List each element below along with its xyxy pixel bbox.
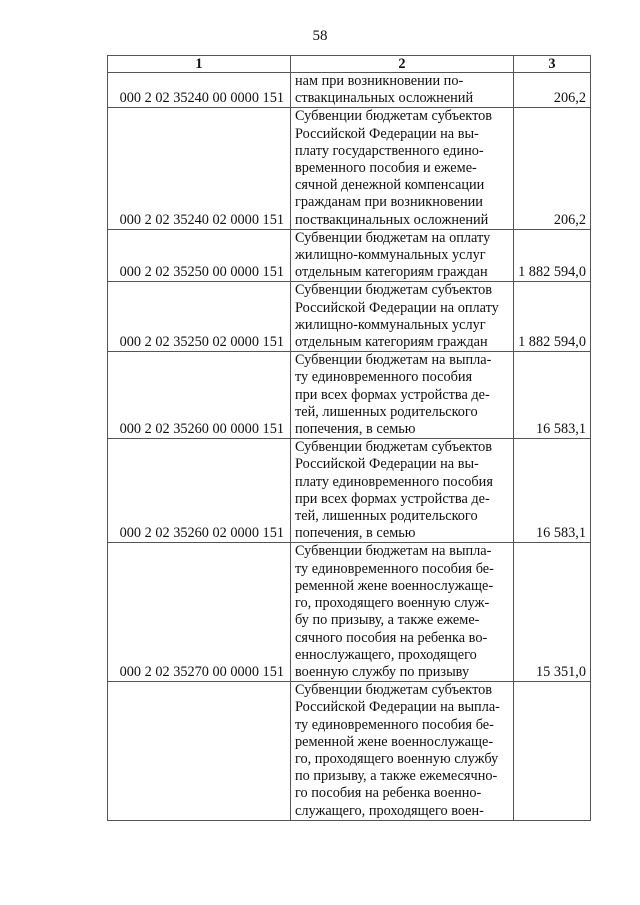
budget-code-cell: 000 2 02 35270 00 0000 151	[108, 543, 291, 682]
description-line: сячного пособия на ребенка во-	[295, 629, 488, 646]
description-line: отдельным категориям граждан	[295, 264, 488, 281]
amount-cell: 1 882 594,0	[514, 229, 591, 282]
table-row	[108, 682, 591, 821]
description-line: го, проходящего военную службу	[295, 750, 499, 767]
amount-cell: 1 882 594,0	[514, 282, 591, 352]
description-cell	[291, 439, 514, 543]
description-line: Субвенции бюджетам субъектов	[295, 439, 493, 456]
description-line: Российской Федерации на вы-	[295, 125, 479, 142]
column-header-1: 1	[108, 56, 291, 73]
description-line: Субвенции бюджетам субъектов	[295, 108, 493, 125]
description-line: тей, лишенных родительского	[295, 403, 478, 420]
description-cell	[291, 352, 514, 439]
table-row	[108, 108, 591, 229]
description-cell	[291, 73, 514, 108]
description-line: Субвенции бюджетам субъектов	[295, 682, 493, 699]
description-line: плату государственного едино-	[295, 142, 484, 159]
description-cell	[291, 682, 514, 821]
amount-cell: 15 351,0	[514, 543, 591, 682]
description-line: поствакцинальных осложнений	[295, 211, 489, 228]
table-row	[108, 229, 591, 282]
description-line: нам при возникновении по-	[295, 73, 464, 89]
description-line: попечения, в семью	[295, 421, 416, 438]
description-line: Субвенции бюджетам на оплату	[295, 229, 491, 246]
description-line: жилищно-коммунальных услуг	[295, 247, 486, 264]
description-line: Субвенции бюджетам на выпла-	[295, 543, 492, 560]
amount-cell: 16 583,1	[514, 352, 591, 439]
budget-code-cell: 000 2 02 35260 02 0000 151	[108, 439, 291, 543]
amount-cell: 206,2	[514, 108, 591, 229]
description-line: временного пособия и ежеме-	[295, 160, 477, 177]
description-line: жилищно-коммунальных услуг	[295, 316, 486, 333]
budget-table	[107, 55, 591, 821]
table-row	[108, 73, 591, 108]
description-line: ту единовременного пособия бе-	[295, 716, 494, 733]
description-line: сячной денежной компенсации	[295, 177, 485, 194]
table-row	[108, 282, 591, 352]
amount-cell: 206,2	[514, 73, 591, 108]
description-line: Российской Федерации на выпла-	[295, 699, 500, 716]
description-line: го пособия на ребенка военно-	[295, 785, 482, 802]
description-line: Российской Федерации на оплату	[295, 299, 499, 316]
description-line: ствакцинальных осложнений	[295, 90, 474, 107]
description-line: го, проходящего военную служ-	[295, 595, 490, 612]
description-line: Субвенции бюджетам на выпла-	[295, 352, 492, 369]
page-number: 58	[312, 28, 328, 44]
description-line: ту единовременного пособия	[295, 369, 473, 386]
description-line: служащего, проходящего воен-	[295, 802, 484, 819]
description-line: ту единовременного пособия бе-	[295, 560, 494, 577]
description-line: военную службу по призыву	[295, 663, 470, 680]
table-row	[108, 543, 591, 682]
column-header-3: 3	[514, 56, 591, 73]
amount-cell: 16 583,1	[514, 439, 591, 543]
description-line: тей, лишенных родительского	[295, 508, 478, 525]
description-line: еннослужащего, проходящего	[295, 646, 477, 663]
description-cell	[291, 229, 514, 282]
table-header-row	[108, 56, 591, 73]
description-line: попечения, в семью	[295, 525, 416, 542]
description-line: ременной жене военнослужаще-	[295, 577, 494, 594]
column-header-2: 2	[291, 56, 514, 73]
description-line: Российской Федерации на вы-	[295, 456, 479, 473]
description-line: отдельным категориям граждан	[295, 334, 488, 351]
description-line: плату единовременного пособия	[295, 473, 493, 490]
description-line: при всех формах устройства де-	[295, 490, 490, 507]
budget-code-cell: 000 2 02 35240 02 0000 151	[108, 108, 291, 229]
description-cell	[291, 543, 514, 682]
table-row	[108, 439, 591, 543]
description-line: при всех формах устройства де-	[295, 386, 490, 403]
description-line: по призыву, а также ежемесячно-	[295, 768, 498, 785]
description-line: гражданам при возникновении	[295, 194, 483, 211]
budget-code-cell	[108, 682, 291, 821]
budget-code-cell: 000 2 02 35240 00 0000 151	[108, 73, 291, 108]
budget-code-cell: 000 2 02 35250 00 0000 151	[108, 229, 291, 282]
table-row	[108, 352, 591, 439]
budget-code-cell: 000 2 02 35250 02 0000 151	[108, 282, 291, 352]
description-cell	[291, 108, 514, 229]
description-line: Субвенции бюджетам субъектов	[295, 282, 493, 299]
amount-cell	[514, 682, 591, 821]
budget-code-cell: 000 2 02 35260 00 0000 151	[108, 352, 291, 439]
description-line: бу по призыву, а также ежеме-	[295, 612, 480, 629]
description-cell	[291, 282, 514, 352]
description-line: ременной жене военнослужаще-	[295, 733, 494, 750]
